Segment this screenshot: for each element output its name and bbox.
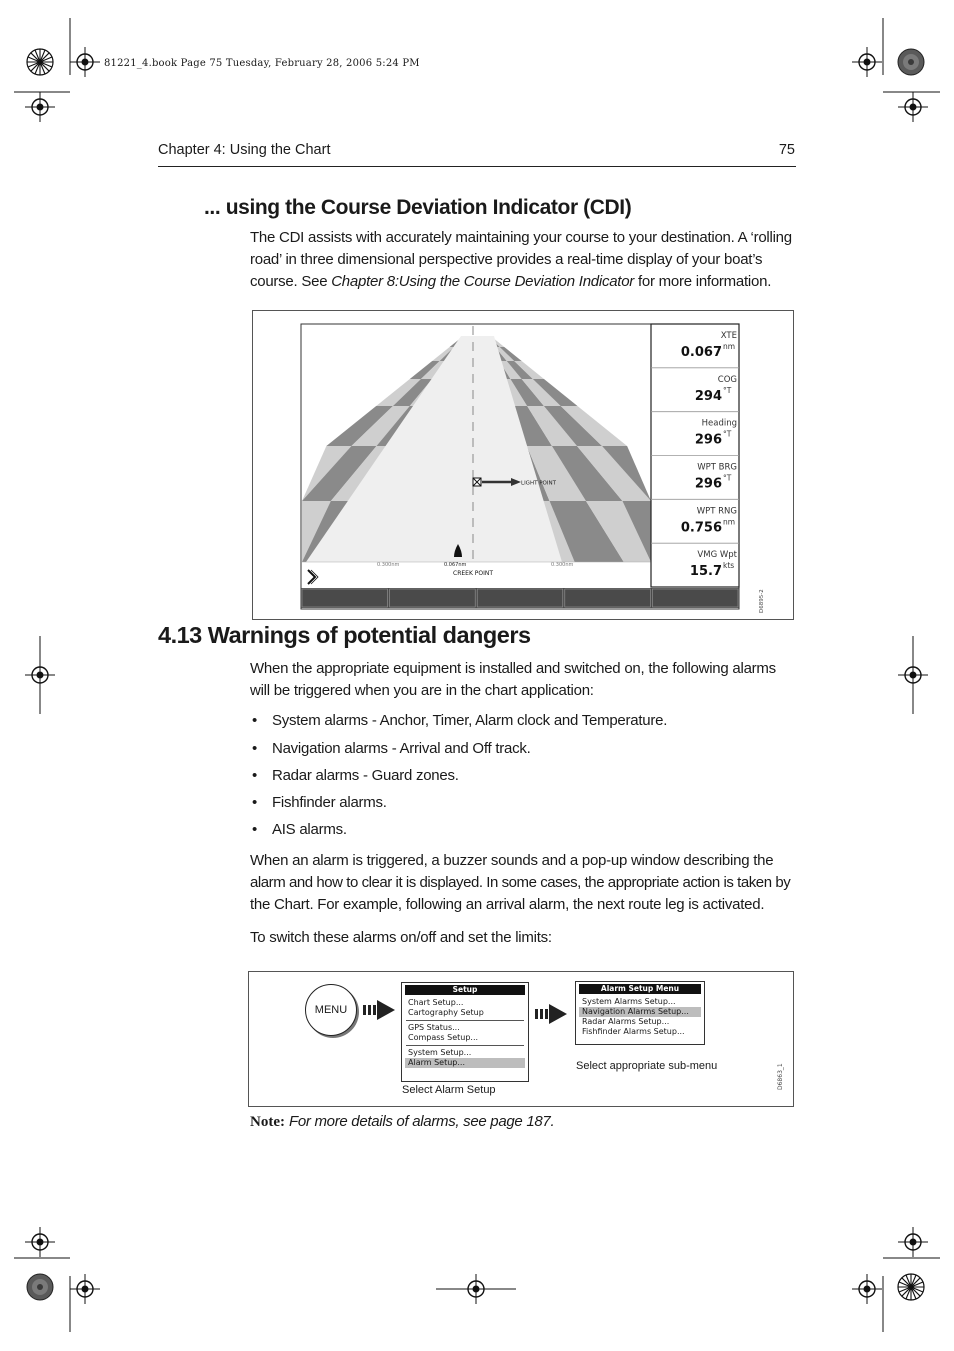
cdi-body-line: road’ in three dimensional perspective provides a real-time display of your boat’s	[250, 251, 763, 268]
data-cell-value: 296	[694, 432, 722, 448]
menu-item[interactable]: Compass Setup...	[408, 1033, 479, 1042]
menu-button[interactable]: MENU	[305, 984, 357, 1036]
menu-item[interactable]: System Setup...	[408, 1048, 472, 1057]
data-cell-label: Heading	[701, 418, 737, 429]
cdi-figure	[252, 310, 794, 620]
softkey[interactable]	[477, 589, 563, 607]
cdi-figure-id: D6895-2	[759, 589, 765, 613]
data-cell-value: 0.756	[680, 520, 722, 536]
softkey[interactable]	[302, 589, 388, 607]
data-cell-value: 0.067	[680, 345, 722, 360]
alarm-setup-figure	[248, 971, 794, 1107]
xte-scale-right: 0.300nm	[551, 562, 574, 568]
book-stamp: 81221_4.book Page 75 Tuesday, February 28, 2006 5:24 PM	[104, 58, 420, 69]
setup-caption: Select Alarm Setup	[402, 1084, 496, 1096]
chapter-reference: Chapter 8:Using the Course Deviation Indicator	[331, 273, 635, 290]
menu-item-navigation-alarms[interactable]: Navigation Alarms Setup...	[579, 1007, 701, 1017]
alarm-behaviour-line: alarm and how to clear it is displayed. In some cases, the appropriate action is taken by	[250, 874, 791, 891]
data-cell-value: 294	[694, 388, 722, 404]
menu-item-alarm-setup[interactable]: Alarm Setup...	[405, 1058, 525, 1068]
data-cell-label: WPT RNG	[696, 506, 737, 517]
cdi-heading: ... using the Course Deviation Indicator (CDI)	[204, 196, 632, 219]
menu-item[interactable]: Fishfinder Alarms Setup...	[582, 1027, 685, 1036]
alarm-behaviour-text	[250, 850, 810, 916]
data-cell-value: 296	[694, 476, 722, 492]
softkey[interactable]	[390, 589, 476, 607]
softkey[interactable]	[652, 589, 738, 607]
xte-scale-left: 0.300nm	[377, 562, 400, 568]
warnings-intro-line: When the appropriate equipment is installed and switched on, the following alarms	[250, 660, 776, 677]
alarm-setup-menu	[575, 981, 705, 1045]
arrow-right-icon	[363, 1000, 397, 1020]
setup-menu-title: Setup	[405, 985, 525, 995]
menu-item[interactable]: System Alarms Setup...	[582, 997, 676, 1006]
cdi-screen	[253, 311, 793, 619]
cdi-body	[250, 227, 800, 293]
data-cell-unit: °T	[723, 473, 732, 483]
waypoint-label: LIGHT POINT	[521, 480, 556, 487]
alarm-behaviour-line: the Chart. For example, following an arrival alarm, the next route leg is activated.	[250, 896, 765, 913]
data-cell-value: 15.7	[689, 564, 722, 580]
instruction-text: To switch these alarms on/off and set the limits:	[250, 929, 552, 946]
note	[250, 1113, 554, 1131]
menu-item[interactable]: GPS Status...	[408, 1023, 460, 1032]
bullet-item: • Navigation alarms - Arrival and Off track.	[252, 740, 531, 757]
alarm-caption: Select appropriate sub-menu	[576, 1060, 718, 1072]
menu-item[interactable]: Cartography Setup	[408, 1008, 484, 1017]
bullet-item: • Radar alarms - Guard zones.	[252, 767, 459, 784]
data-cell-unit: °T	[723, 385, 732, 395]
page-number: 75	[778, 142, 795, 158]
bullet-item: • Fishfinder alarms.	[252, 794, 387, 811]
menu-item[interactable]: Radar Alarms Setup...	[582, 1017, 670, 1026]
alarm-menu-title: Alarm Setup Menu	[579, 984, 701, 994]
setup-menu	[401, 982, 529, 1082]
cdi-body-line: course. See Chapter 8:Using the Course Deviation Indicator for more information.	[250, 273, 772, 290]
bullet-item: • System alarms - Anchor, Timer, Alarm clock and Temperature.	[252, 712, 668, 729]
alarm-behaviour-line: When an alarm is triggered, a buzzer sounds and a pop-up window describing the	[250, 852, 774, 869]
data-cell-label: COG	[717, 374, 737, 385]
data-cell-label: VMG Wpt	[697, 550, 737, 561]
data-cell-unit: nm	[723, 517, 736, 527]
softkeys	[302, 589, 738, 607]
softkey[interactable]	[565, 589, 651, 607]
arrow-right-icon	[535, 1004, 569, 1024]
data-cell-label: WPT BRG	[697, 462, 737, 473]
data-cell-unit: nm	[723, 342, 736, 351]
note-text: For more details of alarms, see page 187.	[288, 1113, 555, 1130]
warnings-heading: 4.13 Warnings of potential dangers	[158, 622, 531, 648]
warnings-intro	[250, 658, 800, 702]
boat-label: CREEK POINT	[453, 570, 494, 577]
menu-item[interactable]: Chart Setup...	[408, 998, 464, 1007]
xte-scale-center: 0.067nm	[444, 562, 467, 568]
data-cell-unit: °T	[723, 429, 732, 439]
alarm-figure-id: D6863_1	[777, 1063, 784, 1090]
data-cell-unit: kts	[723, 561, 735, 571]
note-label: Note:	[250, 1114, 285, 1130]
warnings-intro-line: will be triggered when you are in the chart application:	[250, 682, 594, 699]
bullet-item: • AIS alarms.	[252, 821, 347, 838]
cdi-body-line: The CDI assists with accurately maintaining your course to your destination. A ‘rolling	[250, 229, 792, 246]
header-rule	[158, 166, 796, 167]
chapter-title: Chapter 4: Using the Chart	[158, 142, 331, 158]
data-cell-label: XTE	[720, 331, 737, 341]
